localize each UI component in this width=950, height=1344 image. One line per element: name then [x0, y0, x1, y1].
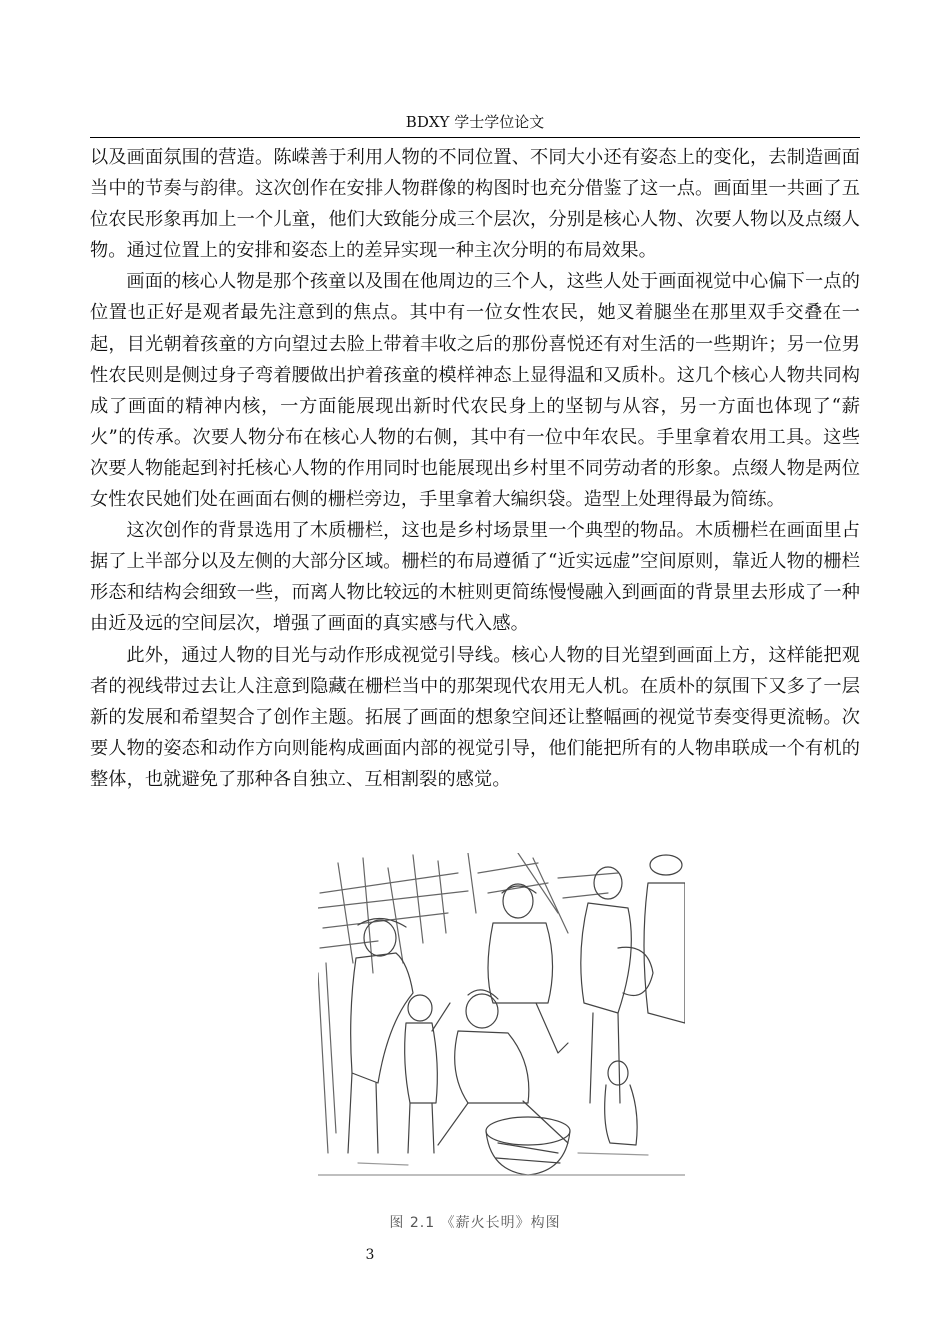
figure-left-man [348, 918, 413, 1153]
header-rule [90, 137, 860, 138]
ground-lines [318, 1153, 685, 1175]
figure-seated-woman [438, 990, 568, 1145]
body-text [90, 142, 860, 795]
dog-sketch [605, 1061, 637, 1145]
basket-sketch [486, 1117, 570, 1175]
paragraph-4: 此外，通过人物的目光与动作形成视觉引导线。核心人物的目光望到画面上方，这样能把观者的视线带过去让人注意到隐藏在栅栏当中的那架现代农用无人机。在质朴的氛围下又多了一层新的发展和希望契合了创作主题。拓展了画面的想象空间还让整幅画的视觉节奏变得更流畅。次要人物的姿态和动作方向则能构成画面内部的视觉引导，他们能把所有的人物串联成一个有机的整体，也就避免了那种各自独立、互相割裂的感觉。 [90, 644, 860, 790]
figure-child [405, 995, 450, 1153]
page-number: 3 [365, 1247, 375, 1263]
figure-right-woman [581, 867, 653, 1103]
figure-caption: 图 2.1 《薪火长明》构图 [389, 1215, 561, 1231]
paragraph-2: 画面的核心人物是那个孩童以及围在他周边的三个人，这些人处于画面视觉中心偏下一点的位置也正好是观者最先注意到的焦点。其中有一位女性农民，她叉着腿坐在那里双手交叠在一起，目光朝着孩童的方向望过去脸上带着丰收之后的那份喜悦还有对生活的一些期许；另一位男性农民则是侧过身子弯着腰做出护着孩童的模样神态上显得温和又质朴。这几个核心人物共同构成了画面的精神内核，一方面能展现出新时代农民身上的坚韧与从容，另一方面也体现了“薪火”的传承。次要人物分布在核心人物的右侧，其中有一位中年农民。手里拿着农用工具。这些次要人物能起到衬托核心人物的作用同时也能展现出乡村里不同劳动者的形象。点缀人物是两位女性农民她们处在画面右侧的栅栏旁边，手里拿着大编织袋。造型上处理得最为简练。 [90, 271, 860, 511]
paragraph-3: 这次创作的背景选用了木质栅栏，这也是乡村场景里一个典型的物品。木质栅栏在画面里占据了上半部分以及左侧的大部分区域。栅栏的布局遵循了“近实远虚”空间原则，靠近人物的栅栏形态和结构会细致一些，而离人物比较远的木桩则更简练慢慢融入到画面的背景里去形成了一种由近及远的空间层次，增强了画面的真实感与代入感。 [90, 520, 860, 635]
figure-sketch [318, 853, 685, 1180]
figure-far-right-woman [644, 855, 685, 1023]
paragraph-1: 以及画面氛围的营造。陈嵘善于利用人物的不同位置、不同大小还有姿态上的变化，去制造画面当中的节奏与韵律。这次创作在安排人物群像的构图时也充分借鉴了这一点。画面里一共画了五位农民形象再加上一个儿童，他们大致能分成三个层次，分别是核心人物、次要人物以及点缀人物。通过位置上的安排和姿态上的差异实现一种主次分明的布局效果。 [90, 147, 860, 262]
running-header: BDXY 学士学位论文 [405, 113, 545, 131]
